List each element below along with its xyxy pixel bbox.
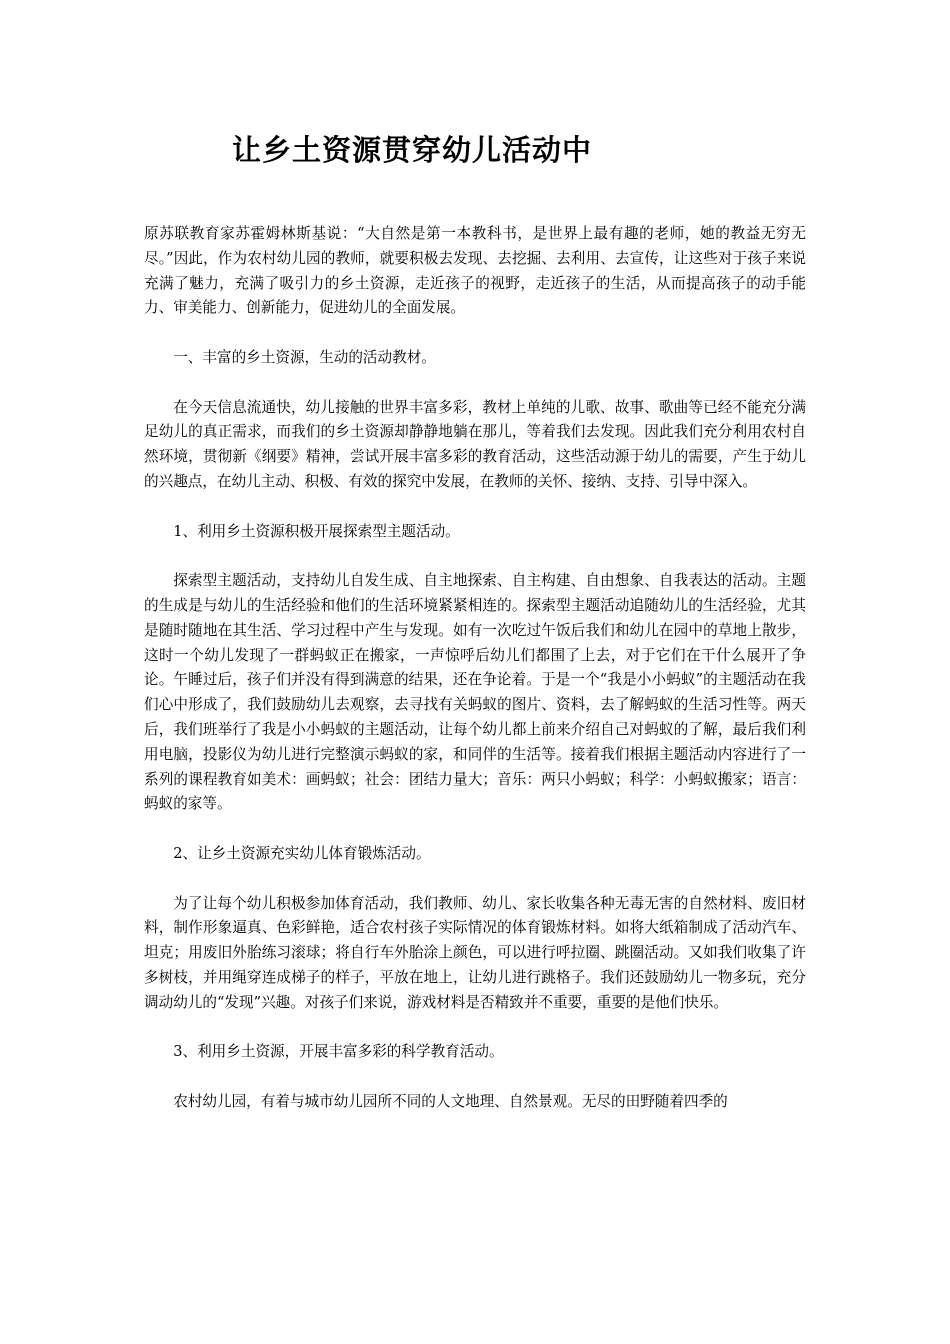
document-title: 让乡土资源贯穿幼儿活动中 [232, 133, 593, 167]
body-paragraph: 为了让每个幼儿积极参加体育活动，我们教师、幼儿、家长收集各种无毒无害的自然材料、废旧材料，制作形象逼真、色彩鲜艳，适合农村孩子实际情况的体育锻炼材料。如将大纸箱制成了活动汽车、坦克；用废旧外胎练习滚球；将自行车外胎涂上颜色，可以进行呼拉圈、跳圈活动。又如我们收集了许多树枝，并用绳穿连成梯子的样子，平放在地上，让幼儿进行跳格子。我们还鼓励幼儿一物多玩，充分调动幼儿的“发现”兴趣。对孩子们来说，游戏材料是否精致并不重要，重要的是他们快乐。 [144, 894, 806, 1011]
document-body [144, 222, 806, 1115]
section-heading-1: 一、丰富的乡土资源，生动的活动教材。 [173, 348, 436, 366]
body-paragraph: 探索型主题活动，支持幼儿自发生成、自主地探索、自主构建、自由想象、自我表达的活动。主题的生成是与幼儿的生活经验和他们的生活环境紧紧相连的。探索型主题活动追随幼儿的生活经验，尤其是随时随地在其生活、学习过程中产生与发现。如有一次吃过午饭后我们和幼儿在园中的草地上散步，这时一个幼儿发现了一群蚂蚁正在搬家，一声惊呼后幼儿们都围了上去，对于它们在干什么展开了争论。午睡过后，孩子们并没有得到满意的结果，还在争论着。于是一个“我是小小蚂蚁”的主题活动在我们心中形成了，我们鼓励幼儿去观察，去寻找有关蚂蚁的图片、资料，去了解蚂蚁的生活习性等。两天后，我们班举行了我是小小蚂蚁的主题活动，让每个幼儿都上前来介绍自己对蚂蚁的了解，最后我们利用电脑，投影仪为幼儿进行完整演示蚂蚁的家，和同伴的生活等。接着我们根据主题活动内容进行了一系列的课程教育如美术：画蚂蚁；社会：团结力量大；音乐：两只小蚂蚁；科学：小蚂蚁搬家；语言：蚂蚁的家等。 [144, 572, 806, 813]
subsection-heading-1: 1、利用乡土资源积极开展探索型主题活动。 [173, 522, 460, 540]
subsection-heading-2: 2、让乡土资源充实幼儿体育锻炼活动。 [173, 844, 431, 862]
intro-paragraph: 原苏联教育家苏霍姆林斯基说：“大自然是第一本教科书，是世界上最有趣的老师，她的教益无穷无尽。”因此，作为农村幼儿园的教师，就要积极去发现、去挖掘、去利用、去宣传，让这些对于孩子来说充满了魅力，充满了吸引力的乡土资源，走近孩子的视野，走近孩子的生活，从而提高孩子的动手能力、审美能力、创新能力，促进幼儿的全面发展。 [144, 225, 806, 317]
subsection-heading-3: 3、利用乡土资源，开展丰富多彩的科学教育活动。 [173, 1043, 504, 1061]
body-paragraph: 在今天信息流通快，幼儿接触的世界丰富多彩，教材上单纯的儿歌、故事、歌曲等已经不能充分满足幼儿的真正需求，而我们的乡土资源却静静地躺在那儿，等着我们去发现。因此我们充分利用农村自然环境，贯彻新《纲要》精神，尝试开展丰富多彩的教育活动，这些活动源于幼儿的需要，产生于幼儿的兴趣点，在幼儿主动、积极、有效的探究中发展，在教师的关怀、接纳、支持、引导中深入。 [144, 398, 806, 490]
body-paragraph: 农村幼儿园，有着与城市幼儿园所不同的人文地理、自然景观。无尽的田野随着四季的 [173, 1092, 728, 1110]
